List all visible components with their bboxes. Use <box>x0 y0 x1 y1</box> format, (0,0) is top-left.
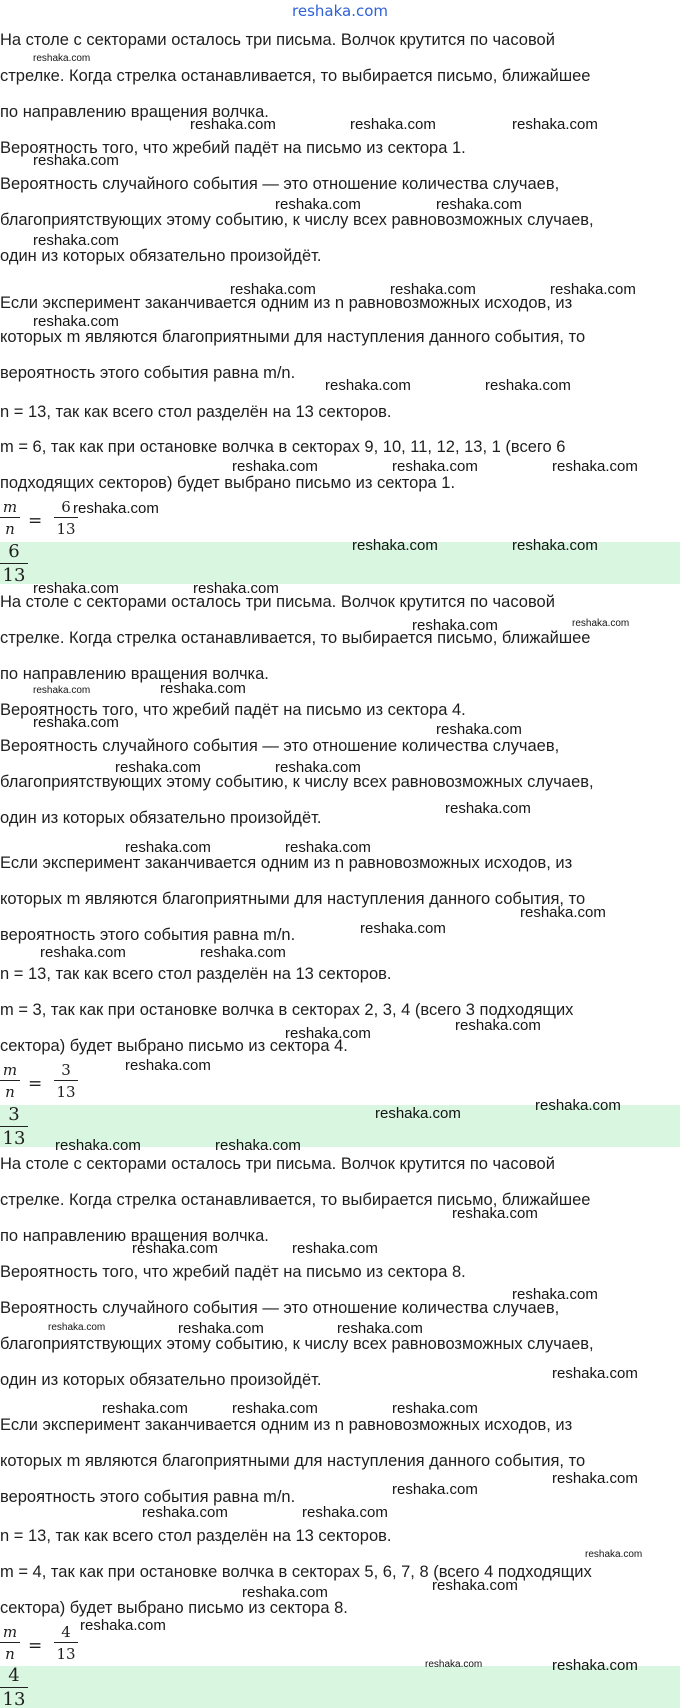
watermark: reshaka.com <box>535 1097 621 1114</box>
fraction-m-over-n <box>0 1061 20 1101</box>
experiment-line-1: Если эксперимент заканчивается одним из n равновозможных исходов, из <box>0 1416 573 1434</box>
m-definition-line-2: сектора) будет выбрано письмо из сектора 4. <box>0 1037 348 1055</box>
question-line: Вероятность того, что жребий падёт на письмо из сектора 4. <box>0 701 466 719</box>
watermark: reshaka.com <box>285 839 371 856</box>
answer-denominator: 13 <box>2 1689 26 1708</box>
watermark: reshaka.com <box>125 839 211 856</box>
intro-line-2: стрелке. Когда стрелка останавливается, то выбирается письмо, ближайшее <box>0 1191 591 1209</box>
watermark: reshaka.com <box>40 944 126 961</box>
equals-sign: = <box>28 511 43 531</box>
fraction-bar <box>0 1642 20 1643</box>
watermark: reshaka.com <box>232 1400 318 1417</box>
intro-line-1: На столе с секторами осталось три письма. Волчок крутится по часовой <box>0 31 555 49</box>
fraction-bar <box>0 1687 28 1688</box>
intro-line-3: по направлению вращения волчка. <box>0 665 269 683</box>
watermark: reshaka.com <box>160 680 246 697</box>
experiment-line-2: которых m являются благоприятными для наступления данного события, то <box>0 328 586 346</box>
intro-line-3: по направлению вращения волчка. <box>0 103 269 121</box>
watermark: reshaka.com <box>512 116 598 133</box>
watermark: reshaka.com <box>412 617 498 634</box>
watermark: reshaka.com <box>552 458 638 475</box>
watermark: reshaka.com <box>33 53 91 64</box>
watermark: reshaka.com <box>55 1137 141 1154</box>
equals-sign: = <box>28 1636 43 1656</box>
watermark: reshaka.com <box>432 1577 518 1594</box>
watermark: reshaka.com <box>485 377 571 394</box>
result-denominator: 13 <box>56 1645 76 1663</box>
fraction-denominator: n <box>5 1645 15 1663</box>
watermark: reshaka.com <box>550 281 636 298</box>
definition-line-2: благоприятствующих этому событию, к числу всех равновозможных случаев, <box>0 211 594 229</box>
watermark: reshaka.com <box>392 1400 478 1417</box>
site-header: reshaka.com <box>292 2 388 20</box>
m-definition-line-2: подходящих секторов) будет выбрано письмо из сектора 1. <box>0 474 456 492</box>
watermark: reshaka.com <box>445 800 531 817</box>
n-definition-line: n = 13, так как всего стол разделён на 13 секторов. <box>0 1527 392 1545</box>
fraction-m-over-n <box>0 1623 20 1663</box>
fraction-numerator: m <box>2 498 18 516</box>
definition-line-1: Вероятность случайного события — это отношение количества случаев, <box>0 1299 560 1317</box>
watermark: reshaka.com <box>436 196 522 213</box>
watermark: reshaka.com <box>350 116 436 133</box>
watermark: reshaka.com <box>337 1320 423 1337</box>
watermark: reshaka.com <box>230 281 316 298</box>
watermark: reshaka.com <box>232 458 318 475</box>
watermark: reshaka.com <box>552 1470 638 1487</box>
watermark: reshaka.com <box>325 377 411 394</box>
watermark: reshaka.com <box>73 500 159 517</box>
watermark: reshaka.com <box>33 152 119 169</box>
watermark: reshaka.com <box>360 920 446 937</box>
fraction-bar <box>0 1080 20 1081</box>
watermark: reshaka.com <box>436 721 522 738</box>
watermark: reshaka.com <box>33 580 119 597</box>
fraction-bar <box>0 517 20 518</box>
result-denominator: 13 <box>56 520 76 538</box>
answer-fraction <box>0 542 28 584</box>
m-definition-line-1: m = 6, так как при остановке волчка в секторах 9, 10, 11, 12, 13, 1 (всего 6 <box>0 438 566 456</box>
definition-line-1: Вероятность случайного события — это отношение количества случаев, <box>0 737 560 755</box>
answer-fraction <box>0 1105 28 1147</box>
watermark: reshaka.com <box>285 1025 371 1042</box>
experiment-line-2: которых m являются благоприятными для наступления данного события, то <box>0 1452 586 1470</box>
answer-numerator: 6 <box>8 542 20 562</box>
watermark: reshaka.com <box>33 714 119 731</box>
watermark: reshaka.com <box>48 1322 106 1333</box>
result-denominator: 13 <box>56 1083 76 1101</box>
answer-numerator: 4 <box>8 1666 20 1686</box>
watermark: reshaka.com <box>275 196 361 213</box>
watermark: reshaka.com <box>425 1659 483 1670</box>
watermark: reshaka.com <box>215 1137 301 1154</box>
fraction-bar <box>0 563 28 564</box>
watermark: reshaka.com <box>33 232 119 249</box>
watermark: reshaka.com <box>142 1504 228 1521</box>
experiment-line-1: Если эксперимент заканчивается одним из n равновозможных исходов, из <box>0 854 573 872</box>
fraction-bar <box>0 1126 28 1127</box>
answer-numerator: 3 <box>8 1105 20 1125</box>
watermark: reshaka.com <box>193 580 279 597</box>
intro-line-2: стрелке. Когда стрелка останавливается, то выбирается письмо, ближайшее <box>0 67 591 85</box>
watermark: reshaka.com <box>33 685 91 696</box>
fraction-bar <box>54 1642 78 1643</box>
watermark: reshaka.com <box>102 1400 188 1417</box>
definition-line-1: Вероятность случайного события — это отношение количества случаев, <box>0 175 560 193</box>
watermark: reshaka.com <box>572 618 630 629</box>
definition-line-3: один из которых обязательно произойдёт. <box>0 247 322 265</box>
watermark: reshaka.com <box>275 759 361 776</box>
experiment-line-1: Если эксперимент заканчивается одним из n равновозможных исходов, из <box>0 294 573 312</box>
watermark: reshaka.com <box>585 1549 643 1560</box>
n-definition-line: n = 13, так как всего стол разделён на 13 секторов. <box>0 403 392 421</box>
watermark: reshaka.com <box>80 1617 166 1634</box>
fraction-denominator: n <box>5 520 15 538</box>
experiment-line-3: вероятность этого события равна m/n. <box>0 364 296 382</box>
question-line: Вероятность того, что жребий падёт на письмо из сектора 1. <box>0 139 466 157</box>
watermark: reshaka.com <box>33 313 119 330</box>
watermark: reshaka.com <box>375 1105 461 1122</box>
fraction-result <box>54 1623 78 1663</box>
experiment-line-3: вероятность этого события равна m/n. <box>0 1488 296 1506</box>
watermark: reshaka.com <box>242 1584 328 1601</box>
m-definition-line-1: m = 3, так как при остановке волчка в секторах 2, 3, 4 (всего 3 подходящих <box>0 1001 574 1019</box>
watermark: reshaka.com <box>520 904 606 921</box>
n-definition-line: n = 13, так как всего стол разделён на 13 секторов. <box>0 965 392 983</box>
definition-line-3: один из которых обязательно произойдёт. <box>0 1371 322 1389</box>
definition-line-2: благоприятствующих этому событию, к числу всех равновозможных случаев, <box>0 773 594 791</box>
watermark: reshaka.com <box>302 1504 388 1521</box>
result-numerator: 6 <box>61 498 71 516</box>
watermark: reshaka.com <box>512 1286 598 1303</box>
watermark: reshaka.com <box>132 1240 218 1257</box>
intro-line-3: по направлению вращения волчка. <box>0 1227 269 1245</box>
answer-denominator: 13 <box>2 565 26 584</box>
experiment-line-2: которых m являются благоприятными для наступления данного события, то <box>0 890 586 908</box>
definition-line-3: один из которых обязательно произойдёт. <box>0 809 322 827</box>
answer-fraction <box>0 1666 28 1708</box>
intro-line-1: На столе с секторами осталось три письма. Волчок крутится по часовой <box>0 593 555 611</box>
intro-line-2: стрелке. Когда стрелка останавливается, то выбирается письмо, ближайшее <box>0 629 591 647</box>
experiment-line-3: вероятность этого события равна m/n. <box>0 926 296 944</box>
m-definition-line-1: m = 4, так как при остановке волчка в секторах 5, 6, 7, 8 (всего 4 подходящих <box>0 1563 592 1581</box>
fraction-m-over-n <box>0 498 20 538</box>
watermark: reshaka.com <box>552 1365 638 1382</box>
m-definition-line-2: сектора) будет выбрано письмо из сектора 8. <box>0 1599 348 1617</box>
intro-line-1: На столе с секторами осталось три письма. Волчок крутится по часовой <box>0 1155 555 1173</box>
watermark: reshaka.com <box>552 1657 638 1674</box>
watermark: reshaka.com <box>125 1057 211 1074</box>
watermark: reshaka.com <box>190 116 276 133</box>
watermark: reshaka.com <box>452 1205 538 1222</box>
watermark: reshaka.com <box>352 537 438 554</box>
equals-sign: = <box>28 1074 43 1094</box>
watermark: reshaka.com <box>392 1481 478 1498</box>
watermark: reshaka.com <box>392 458 478 475</box>
fraction-numerator: m <box>2 1061 18 1079</box>
watermark: reshaka.com <box>115 759 201 776</box>
fraction-denominator: n <box>5 1083 15 1101</box>
watermark: reshaka.com <box>390 281 476 298</box>
fraction-bar <box>54 1080 78 1081</box>
definition-line-2: благоприятствующих этому событию, к числу всех равновозможных случаев, <box>0 1335 594 1353</box>
fraction-result <box>54 1061 78 1101</box>
watermark: reshaka.com <box>200 944 286 961</box>
watermark: reshaka.com <box>455 1017 541 1034</box>
watermark: reshaka.com <box>178 1320 264 1337</box>
watermark: reshaka.com <box>292 1240 378 1257</box>
answer-denominator: 13 <box>2 1128 26 1147</box>
watermark: reshaka.com <box>512 537 598 554</box>
question-line: Вероятность того, что жребий падёт на письмо из сектора 8. <box>0 1263 466 1281</box>
fraction-numerator: m <box>2 1623 18 1641</box>
result-numerator: 3 <box>61 1061 71 1079</box>
result-numerator: 4 <box>61 1623 71 1641</box>
